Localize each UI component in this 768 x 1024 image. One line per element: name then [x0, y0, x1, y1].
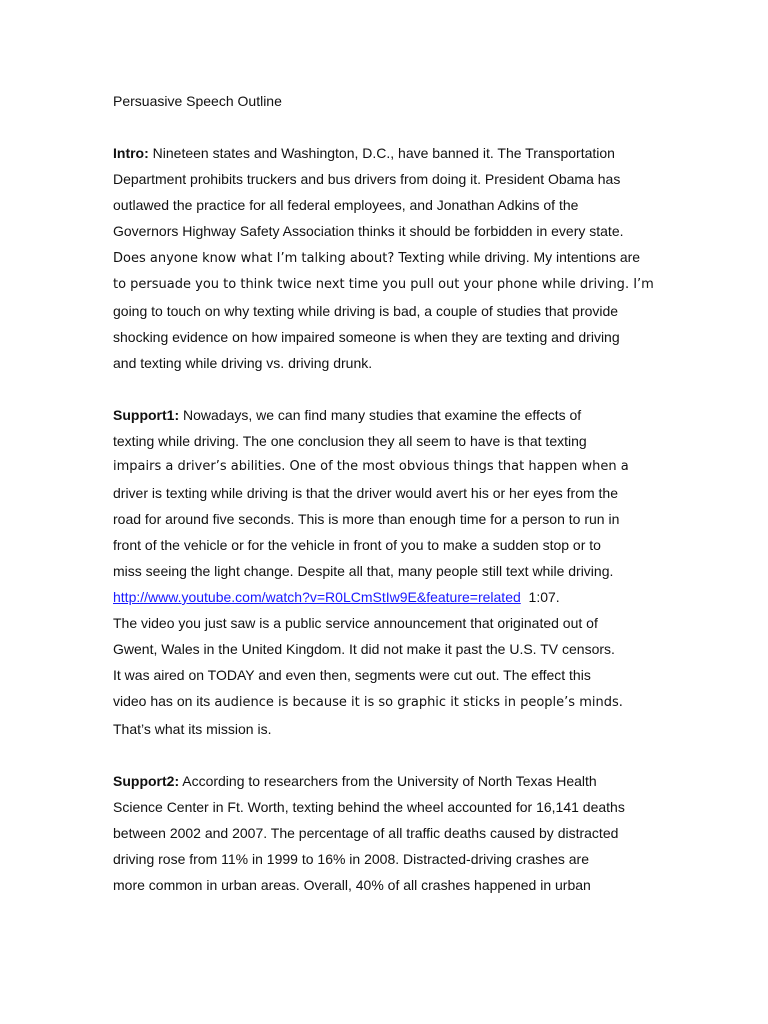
intro-line-3: outlawed the practice for all federal employees, and Jonathan Adkins of the: [113, 197, 579, 213]
intro-line-4: Governors Highway Safety Association thinks it should be forbidden in every state.: [113, 223, 624, 239]
support1-line-10: Gwent, Wales in the United Kingdom. It did not make it past the U.S. TV censors.: [113, 641, 615, 657]
support1-line-6: front of the vehicle or for the vehicle in front of you to make a sudden stop or to: [113, 537, 601, 553]
intro-line-1: Intro: Nineteen states and Washington, D.C., have banned it. The Transportation: [113, 145, 615, 161]
intro-line-5: Does anyone know what I’m talking about? Texting while driving. My intentions are: [113, 249, 641, 266]
intro-line-8: shocking evidence on how impaired someone is when they are texting and driving: [113, 329, 620, 345]
support1-line-1: Support1: Nowadays, we can find many studies that examine the effects of: [113, 407, 582, 423]
document-title: Persuasive Speech Outline: [113, 93, 282, 109]
support1-line-4: driver is texting while driving is that the driver would avert his or her eyes from the: [113, 485, 618, 501]
support1-section: [113, 402, 673, 742]
support1-line-9: The video you just saw is a public service announcement that originated out of: [113, 615, 598, 631]
support1-line-3: impairs a driver’s abilities. One of the most obvious things that happen when a: [113, 459, 629, 474]
intro-line-9: and texting while driving vs. driving drunk.: [113, 355, 373, 371]
support2-line-3: between 2002 and 2007. The percentage of all traffic deaths caused by distracted: [113, 825, 619, 841]
support1-line-2: texting while driving. The one conclusion they all seem to have is that texting: [113, 433, 587, 449]
intro-label: Intro:: [113, 145, 149, 161]
support2-line-5: more common in urban areas. Overall, 40% of all crashes happened in urban: [113, 877, 591, 893]
youtube-link[interactable]: http://www.youtube.com/watch?v=R0LCmStIw9E&feature=related: [113, 589, 521, 605]
video-timestamp: 1:07.: [520, 589, 560, 605]
support2-line-2: Science Center in Ft. Worth, texting behind the wheel accounted for 16,141 deaths: [113, 799, 625, 815]
support1-line-13: That’s what its mission is.: [113, 721, 272, 737]
support2-section: [113, 768, 673, 898]
support2-line-1: Support2: According to researchers from the University of North Texas Health: [113, 773, 597, 789]
document-page: [113, 88, 673, 924]
support1-line-5: road for around five seconds. This is more than enough time for a person to run in: [113, 511, 620, 527]
intro-line-2: Department prohibits truckers and bus drivers from doing it. President Obama has: [113, 171, 621, 187]
intro-line-6: to persuade you to think twice next time you pull out your phone while driving. I’m: [113, 277, 654, 292]
intro-section: [113, 140, 673, 376]
intro-line-7: going to touch on why texting while driving is bad, a couple of studies that provide: [113, 303, 619, 319]
support1-line-7: miss seeing the light change. Despite all that, many people still text while driving.: [113, 563, 614, 579]
support1-line-11: It was aired on TODAY and even then, segments were cut out. The effect this: [113, 667, 591, 683]
support1-label: Support1:: [113, 407, 180, 423]
support2-label: Support2:: [113, 773, 180, 789]
support2-line-4: driving rose from 11% in 1999 to 16% in 2008. Distracted-driving crashes are: [113, 851, 589, 867]
support1-line-12: video has on its audience is because it is so graphic it sticks in people’s minds.: [113, 693, 623, 710]
support1-link-line: [113, 584, 673, 610]
